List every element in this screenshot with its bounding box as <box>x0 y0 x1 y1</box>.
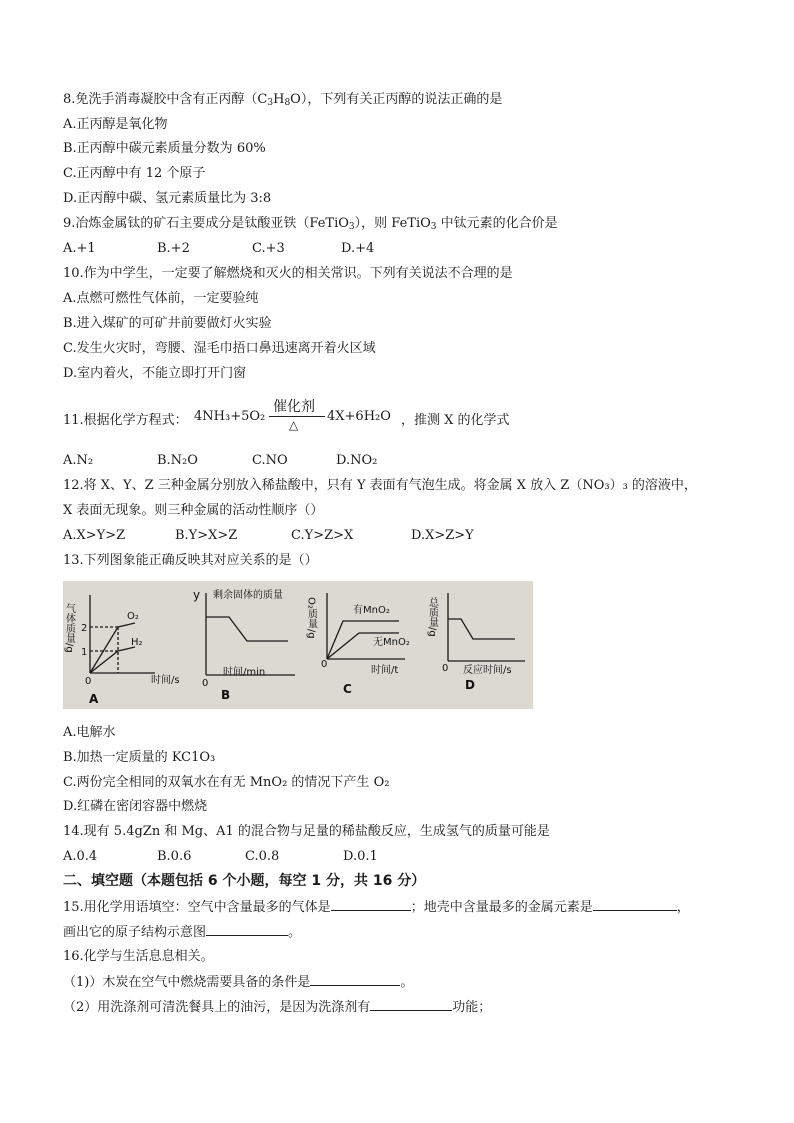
graph-c-xlabel: 时间/t <box>371 665 399 676</box>
q11-heat-icon: △ <box>289 418 299 432</box>
q9-option-b: B.+2 <box>157 241 190 256</box>
q9-option-d: D.+4 <box>341 241 375 256</box>
graph-d-label: D <box>465 678 475 692</box>
q16-sub2 <box>63 998 491 1017</box>
q12-option-a: A.X>Y>Z <box>63 528 126 543</box>
q8-stem-text-2: H <box>273 92 285 107</box>
q14-option-d: D.0.1 <box>343 849 378 864</box>
section-heading: 二、填空题（本题包括 6 个小题，每空 1 分，共 16 分） <box>63 873 426 889</box>
graph-a-xlabel: 时间/s <box>151 675 180 686</box>
q11-catalyst: 催化剂 <box>273 399 315 415</box>
q15-blank-2[interactable] <box>593 898 677 911</box>
q15-text-1: 15.用化学用语填空：空气中含量最多的气体是 <box>63 900 331 915</box>
q10-option-d: D.室内着火，不能立即打开门窗 <box>63 366 247 381</box>
q15-line2 <box>63 923 301 942</box>
q10-option-b: B.进入煤矿的可矿井前要做灯火实验 <box>63 316 272 331</box>
q8-sub-1: 3 <box>267 98 274 108</box>
q16-blank-1[interactable] <box>310 973 400 986</box>
q11-eq-right: 4X+6H₂O <box>327 409 391 424</box>
graph-a-h2-label: H₂ <box>131 637 143 648</box>
q12-stem-line2: X 表面无现象。则三种金属的活动性顺序（） <box>63 503 324 518</box>
graph-a-tick-2: 2 <box>81 623 88 634</box>
graph-a-origin: 0 <box>85 676 92 687</box>
q9-sub-2: 3 <box>430 222 437 232</box>
q12-option-d: D.X>Z>Y <box>411 528 474 543</box>
q11-eq-left: 4NH₃+5O₂ <box>194 409 266 424</box>
q15-text-3: ， <box>676 900 690 915</box>
graph-c-ylabel: O₂质量/g <box>305 597 317 639</box>
q8-sub-2: 8 <box>284 98 291 108</box>
graph-c-origin: 0 <box>321 659 328 670</box>
q14-option-b: B.0.6 <box>157 849 192 864</box>
q9-stem-text-1: 9.冶炼金属钛的矿石主要成分是钛酸亚铁（FeTiO <box>63 216 349 231</box>
q10-stem: 10.作为中学生，一定要了解燃烧和灭火的相关常识。下列有关说法不合理的是 <box>63 266 513 281</box>
q15-blank-3[interactable] <box>206 923 288 936</box>
q9-stem-text-2: ），则 FeTiO <box>354 216 431 231</box>
q8-stem-text-1: 8.免洗手消毒凝胶中含有正丙醇（C <box>63 92 268 107</box>
q14-stem: 14.现有 5.4gZn 和 Mg、A1 的混合物与足量的稀盐酸反应，生成氢气的质量可能是 <box>63 824 550 839</box>
graph-b-xlabel: 时间/min <box>223 667 266 678</box>
q10-option-c: C.发生火灾时，弯腰、湿毛巾捂口鼻迅速离开着火区域 <box>63 341 376 356</box>
graph-d-origin: 0 <box>442 663 449 674</box>
graph-b-label: B <box>221 688 231 702</box>
graph-d-xlabel: 反应时间/s <box>463 665 512 676</box>
q8-option-c: C.正丙醇中有 12 个原子 <box>63 166 206 181</box>
q12-option-b: B.Y>X>Z <box>175 528 238 543</box>
q14-option-c: C.0.8 <box>245 849 280 864</box>
q8-option-b: B.正丙醇中碳元素质量分数为 60% <box>63 141 266 156</box>
q14-option-a: A.0.4 <box>63 849 98 864</box>
q10-option-a: A.点燃可燃性气体前，一定要验纯 <box>63 291 259 306</box>
q11-option-a: A.N₂ <box>63 453 94 468</box>
q16-sub1 <box>63 973 413 992</box>
q9-stem <box>63 215 558 236</box>
graph-c-no-mno2-label: 无MnO₂ <box>373 637 410 648</box>
q16-sub2-text: （2）用洗涤剂可清洗餐具上的油污，是因为洗涤剂有 <box>63 1000 371 1015</box>
graph-a-tick-1: 1 <box>81 647 88 658</box>
q15-text-end: 。 <box>288 925 302 940</box>
graph-b-title: 剩余固体的质量 <box>213 590 283 601</box>
q15-text-2: ；地壳中含量最多的金属元素是 <box>410 900 593 915</box>
graph-b-yaxis: y <box>193 588 201 602</box>
q16-blank-2[interactable] <box>370 998 452 1011</box>
q8-stem <box>63 91 502 112</box>
q12-option-c: C.Y>Z>X <box>291 528 354 543</box>
q12-stem-line1: 12.将 X、Y、Z 三种金属分别放入稀盐酸中，只有 Y 表面有气泡生成。将金属 X 放入 Z（NO₃）₃ 的溶液中， <box>63 478 697 493</box>
q15-text-4: 画出它的原子结构示意图 <box>63 925 207 940</box>
q11-option-d: D.NO₂ <box>336 453 378 468</box>
graph-d-line <box>448 619 515 639</box>
q15-line1 <box>63 898 690 917</box>
q8-option-a: A.正丙醇是氧化物 <box>63 117 168 132</box>
q11-stem-suffix: ，推测 X 的化学式 <box>401 413 510 428</box>
q13-option-d: D.红磷在密闭容器中燃烧 <box>63 799 208 814</box>
q11-stem-prefix: 11.根据化学方程式： <box>63 413 188 428</box>
q13-stem: 13.下列图象能正确反映其对应关系的是（） <box>63 553 318 568</box>
q16-sub2-end: 功能； <box>452 1000 492 1015</box>
graph-c-mno2-label: 有MnO₂ <box>353 605 390 616</box>
q11-option-b: B.N₂O <box>157 453 198 468</box>
q16-sub1-text: （1)）木炭在空气中燃烧需要具备的条件是 <box>63 975 311 990</box>
q8-option-d: D.正丙醇中碳、氢元素质量比为 3:8 <box>63 191 272 206</box>
graph-b-origin: 0 <box>202 678 209 689</box>
graph-a-label: A <box>89 692 99 706</box>
graph-c-label: C <box>343 682 352 696</box>
q16-sub1-end: 。 <box>400 975 414 990</box>
graph-d-ylabel: 总质量/g <box>426 597 438 637</box>
q11-option-c: C.NO <box>252 453 288 468</box>
q11-eq-arrow <box>269 416 325 417</box>
q13-figure-svg <box>63 581 533 709</box>
graph-a-ylabel: 气体质量/g <box>63 603 75 653</box>
q13-figure <box>63 581 533 709</box>
q16-stem: 16.化学与生活息息相关。 <box>63 949 214 964</box>
graph-b-line <box>206 617 288 641</box>
q9-option-a: A.+1 <box>63 241 96 256</box>
q13-option-a: A.电解水 <box>63 725 116 740</box>
graph-a-o2-label: O₂ <box>127 611 139 622</box>
q9-option-c: C.+3 <box>252 241 285 256</box>
q13-option-b: B.加热一定质量的 KC1O₃ <box>63 750 216 765</box>
q8-stem-text-3: O），下列有关正丙醇的说法正确的是 <box>290 92 503 107</box>
q9-sub-1: 3 <box>348 222 355 232</box>
q13-option-c: C.两份完全相同的双氧水在有无 MnO₂ 的情况下产生 O₂ <box>63 775 390 790</box>
q15-blank-1[interactable] <box>331 898 411 911</box>
q9-stem-text-3: 中钛元素的化合价是 <box>436 216 558 231</box>
